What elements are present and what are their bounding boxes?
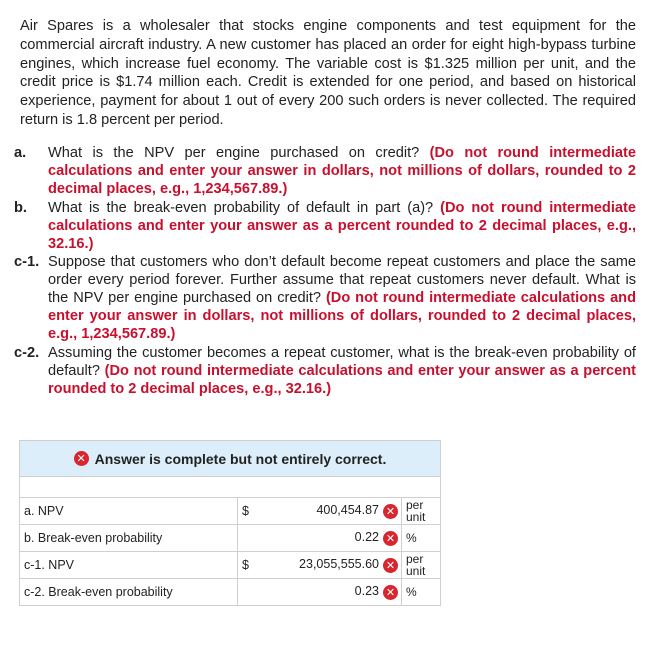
question-text: Suppose that customers who don’t default become repeat customers and place the same order every period forever. Further assume that repeat customers never default. What is the NPV per engine purchased on credit? <box>48 254 636 307</box>
row-label: a. NPV <box>20 498 238 525</box>
answer-input[interactable]: 400,454.87 ✕ <box>270 498 402 525</box>
question-a <box>14 145 636 199</box>
row-label: c-1. NPV <box>20 552 238 579</box>
question-label: b. <box>14 199 27 216</box>
unit-label: % <box>402 579 441 606</box>
currency-symbol <box>238 579 271 606</box>
answer-input[interactable]: 0.23 ✕ <box>270 579 402 606</box>
currency-symbol: $ <box>238 552 271 579</box>
question-c2 <box>14 345 636 399</box>
question-instruction: (Do not round intermediate calculations and enter your answer in dollars, not millions of dollars, rounded to 2 decimal places, e.g., 1,234,567.89.) <box>48 290 637 343</box>
question-list <box>14 145 636 400</box>
unit-label: per unit <box>402 552 441 579</box>
question-text: What is the break-even probability of default in part (a)? <box>48 199 441 216</box>
currency-symbol: $ <box>238 498 271 525</box>
incorrect-icon: ✕ <box>383 504 398 519</box>
row-label: b. Break-even probability <box>20 525 238 552</box>
currency-symbol <box>238 525 271 552</box>
answer-row-c1-npv <box>20 552 440 579</box>
answer-status-banner <box>20 441 440 477</box>
answer-box <box>19 440 441 606</box>
question-instruction: (Do not round intermediate calculations and enter your answer as a percent rounded to 2 decimal places, e.g., 32.16.) <box>48 199 636 252</box>
answer-row-c2-breakeven <box>20 579 440 606</box>
question-text: What is the NPV per engine purchased on credit? <box>48 145 430 161</box>
question-label: a. <box>14 145 27 161</box>
question-instruction: (Do not round intermediate calculations and enter your answer in dollars, not millions of dollars, rounded to 2 decimal places, e.g., 1,234,567.89.) <box>48 145 636 197</box>
answer-status-text: Answer is complete but not entirely correct. <box>94 450 387 467</box>
question-label: c-1. <box>14 254 40 271</box>
answer-table <box>20 477 440 605</box>
answer-row-breakeven <box>20 525 440 552</box>
question-b <box>14 200 636 254</box>
incorrect-icon: ✕ <box>383 531 398 546</box>
row-label: c-2. Break-even probability <box>20 579 238 606</box>
unit-label: per unit <box>402 498 441 525</box>
question-c1 <box>14 254 636 344</box>
question-instruction: (Do not round intermediate calculations and enter your answer as a percent rounded to 2 decimal places, e.g., 32.16.) <box>48 362 636 397</box>
unit-label: % <box>402 525 441 552</box>
incorrect-icon: ✕ <box>383 585 398 600</box>
question-label: c-2. <box>14 344 40 361</box>
question-text: Assuming the customer becomes a repeat customer, what is the break-even probability of default? <box>48 344 636 379</box>
problem-intro: Air Spares is a wholesaler that stocks engine components and test equipment for the commercial aircraft industry. A new customer has placed an order for eight high-bypass turbine engines, which increase fuel economy. The variable cost is $1.325 million per unit, and the credit price is $1.74 million each. Credit is extended for one period, and based on historical experience, payment for about 1 out of every 200 such orders is never collected. The required return is 1.8 percent per period. <box>20 18 636 128</box>
x-circle-icon: ✕ <box>74 451 89 466</box>
answer-input[interactable]: 23,055,555.60 ✕ <box>270 552 402 579</box>
incorrect-icon: ✕ <box>383 558 398 573</box>
answer-input[interactable]: 0.22 ✕ <box>270 525 402 552</box>
answer-row-npv <box>20 498 440 525</box>
